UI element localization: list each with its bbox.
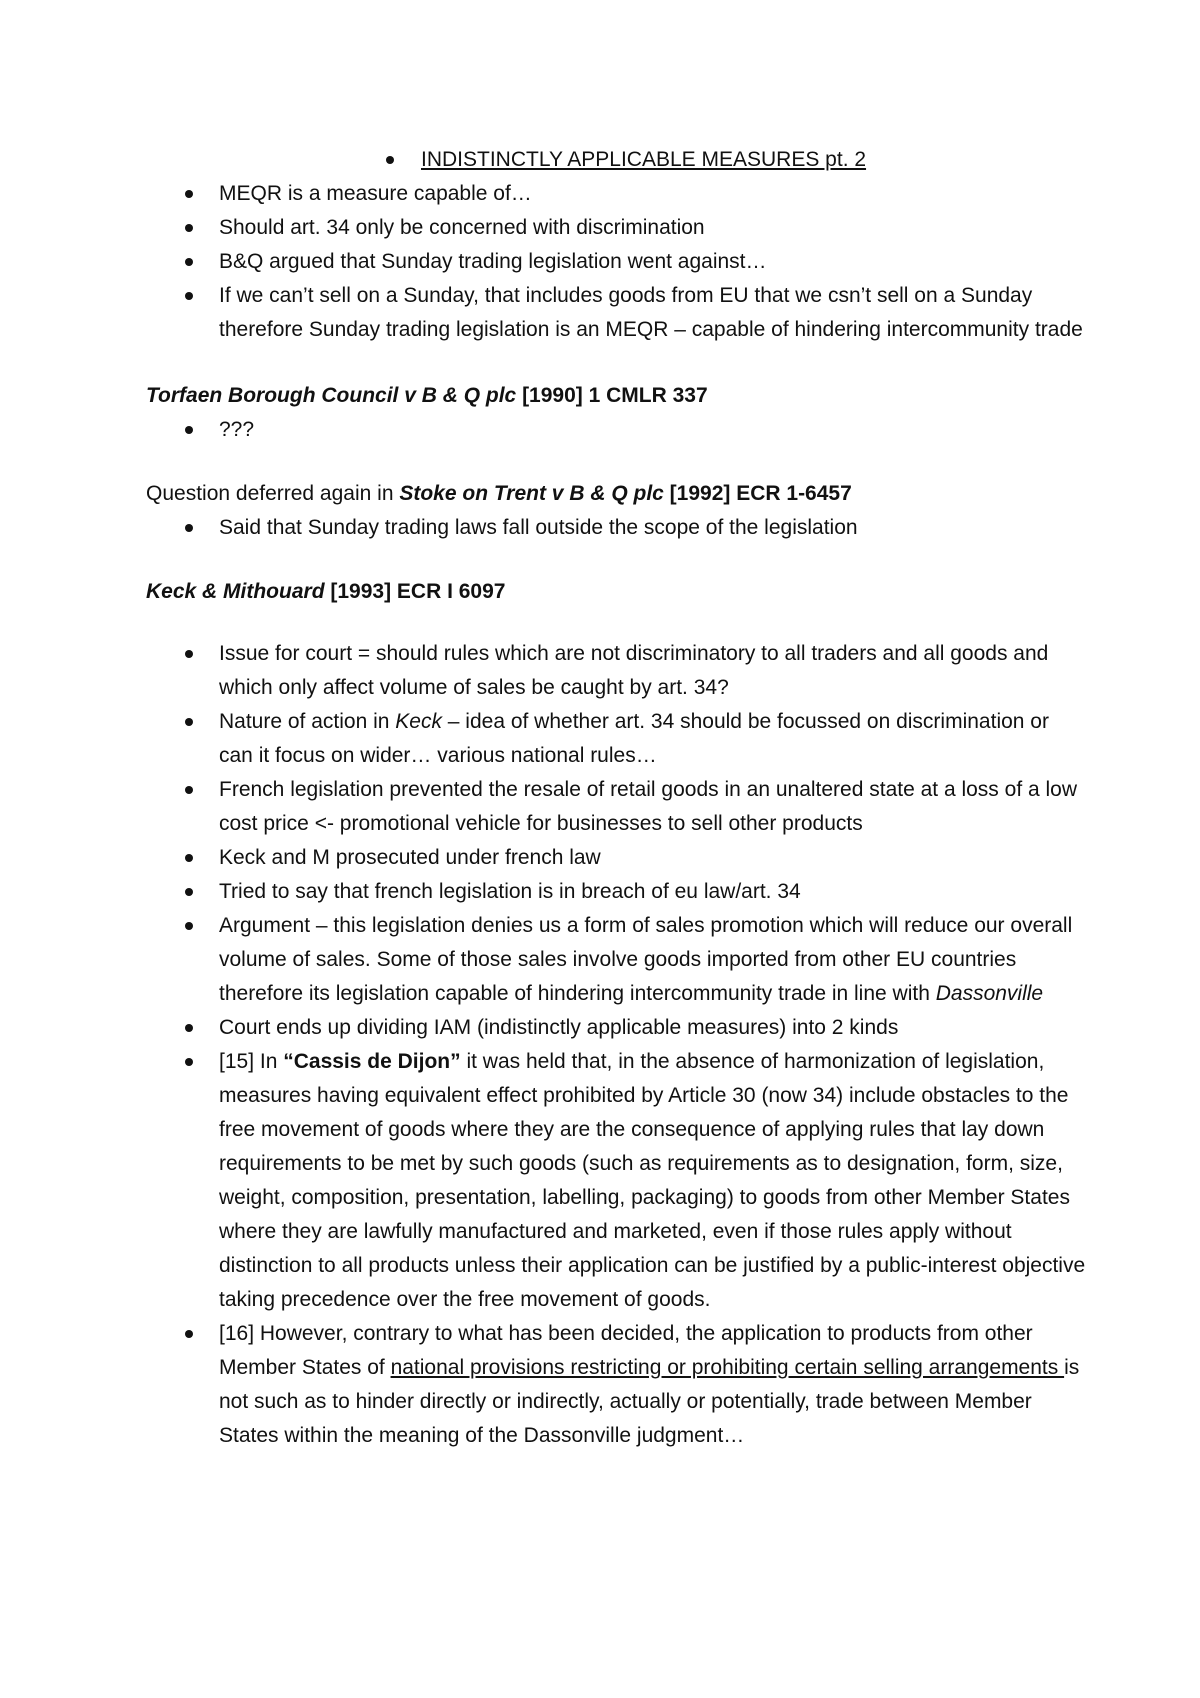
list-item bbox=[146, 177, 1086, 211]
stoke-list bbox=[146, 511, 1086, 545]
list-item bbox=[146, 1317, 1086, 1453]
bullet-text: Court ends up dividing IAM (indistinctly applicable measures) into 2 kinds bbox=[219, 1016, 899, 1039]
list-item bbox=[146, 279, 1086, 347]
case-reference: Dassonville bbox=[935, 982, 1044, 1005]
document-title bbox=[146, 143, 1086, 177]
document-title-text: INDISTINCTLY APPLICABLE MEASURES pt. 2 bbox=[421, 148, 867, 171]
case-citation: [1993] ECR I 6097 bbox=[324, 580, 506, 603]
bullet-text: Argument – this legislation denies us a form of sales promotion which will reduce our overall volume of sales. Some of those sales involve goods imported from other EU countries therefore its legislation capable of hindering intercommunity trade in line with bbox=[219, 914, 1073, 1005]
list-item bbox=[146, 245, 1086, 279]
case-citation: [1992] ECR 1-6457 bbox=[663, 482, 852, 505]
bullet-text: – idea of whether art. 34 should be focussed on discrimination or can it focus on wider… various national rules… bbox=[219, 710, 1049, 767]
case-name: Keck & Mithouard bbox=[146, 580, 325, 603]
list-item bbox=[146, 511, 1086, 545]
case-name: Torfaen Borough Council v B & Q plc bbox=[146, 384, 517, 407]
case-citation: [1990] 1 CMLR 337 bbox=[516, 384, 708, 407]
bullet-text: Tried to say that french legislation is in breach of eu law/art. 34 bbox=[219, 880, 801, 903]
case-reference: “Cassis de Dijon” bbox=[283, 1050, 461, 1073]
bullet-text: Issue for court = should rules which are not discriminatory to all traders and all goods and which only affect volume of sales be caught by art. 34? bbox=[219, 642, 1049, 699]
bullet-text: [15] In bbox=[219, 1050, 284, 1073]
torfaen-case-heading bbox=[146, 379, 1086, 413]
stoke-case-heading bbox=[146, 477, 1086, 511]
list-item bbox=[146, 705, 1086, 773]
keck-case-heading bbox=[146, 575, 1086, 609]
list-item bbox=[146, 1011, 1086, 1045]
list-item bbox=[146, 875, 1086, 909]
bullet-text: ??? bbox=[219, 418, 255, 441]
bullet-text: Nature of action in bbox=[219, 710, 396, 733]
torfaen-list bbox=[146, 413, 1086, 447]
keck-list bbox=[146, 637, 1086, 1453]
underlined-phrase: national provisions restricting or prohibiting certain selling arrangements bbox=[390, 1356, 1065, 1379]
bullet-text: Keck and M prosecuted under french law bbox=[219, 846, 601, 869]
bullet-text: is not such as to hinder directly or indirectly, actually or potentially, trade between Member States within the meaning of the Dassonville judgment… bbox=[219, 1356, 1080, 1447]
bullet-text: B&Q argued that Sunday trading legislation went against… bbox=[219, 250, 767, 273]
case-name: Stoke on Trent v B & Q plc bbox=[399, 482, 664, 505]
list-item bbox=[146, 211, 1086, 245]
bullet-text: it was held that, in the absence of harmonization of legislation, measures having equivalent effect prohibited by Article 30 (now 34) include obstacles to the free movement of goods where they are the consequence of applying rules that lay down requirements to be met by such goods (such as requirements as to designation, form, size, weight, composition, presentation, labelling, packaging) to goods from other Member States where they are lawfully manufactured and marketed, even if those rules apply without distinction to all products unless their application can be justified by a public-interest objective taking precedence over the free movement of goods. bbox=[219, 1050, 1086, 1311]
bullet-text: [16] However, contrary to what has been decided, the application to products from other Member States of bbox=[219, 1322, 1033, 1379]
bullet-text: MEQR is a measure capable of… bbox=[219, 182, 532, 205]
case-reference: Keck bbox=[395, 710, 442, 733]
bullet-text: Said that Sunday trading laws fall outside the scope of the legislation bbox=[219, 516, 858, 539]
bullet-text: If we can’t sell on a Sunday, that includes goods from EU that we csn’t sell on a Sunday therefore Sunday trading legislation is an MEQR – capable of hindering intercommunity trade bbox=[219, 284, 1083, 341]
document-body bbox=[146, 143, 1086, 1453]
list-item bbox=[146, 413, 1086, 447]
list-item bbox=[146, 1045, 1086, 1317]
list-item bbox=[146, 637, 1086, 705]
intro-list bbox=[146, 143, 1086, 347]
bullet-text: Should art. 34 only be concerned with discrimination bbox=[219, 216, 705, 239]
bullet-text: French legislation prevented the resale of retail goods in an unaltered state at a loss of a low cost price <- promotional vehicle for businesses to sell other products bbox=[219, 778, 1078, 835]
list-item bbox=[146, 909, 1086, 1011]
list-item bbox=[146, 841, 1086, 875]
list-item bbox=[146, 773, 1086, 841]
stoke-prefix: Question deferred again in bbox=[146, 482, 400, 505]
